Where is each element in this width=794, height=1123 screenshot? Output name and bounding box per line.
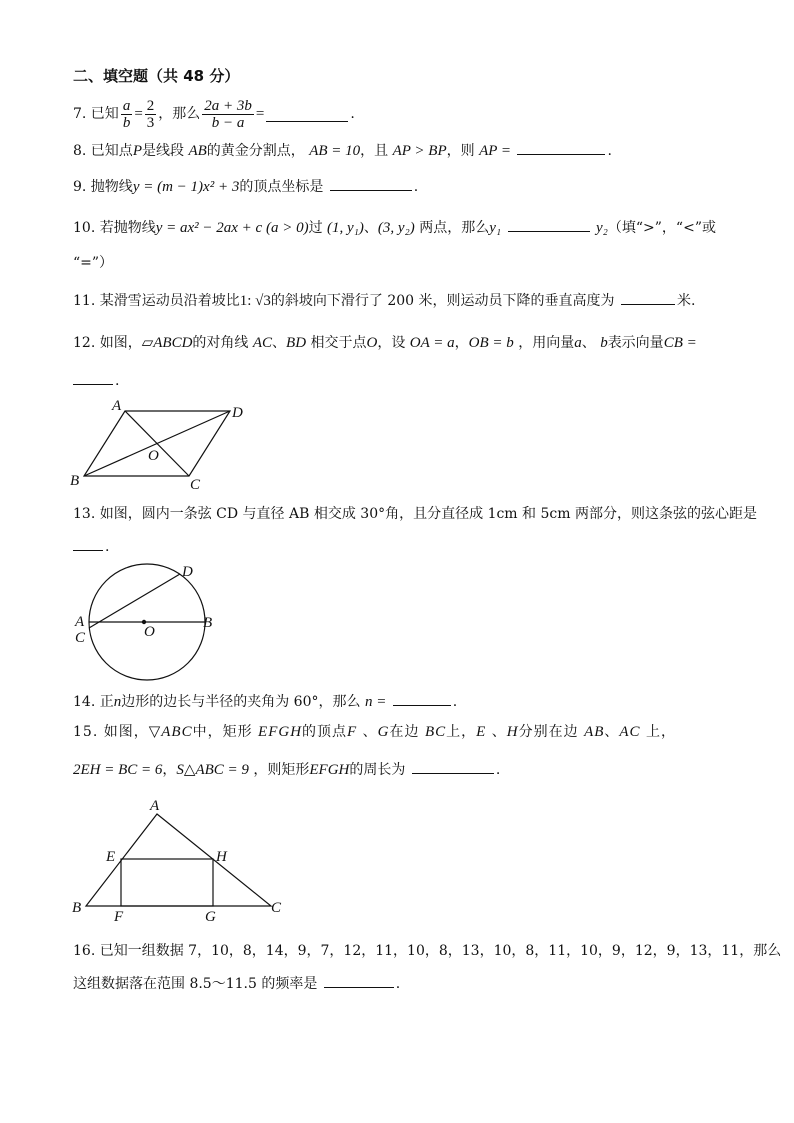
label-b: B [70, 473, 80, 489]
question-13-continuation: . [73, 536, 109, 557]
q7-fraction-a-b: $\frac{a}{b}$ [122, 97, 131, 131]
question-13: 13. 如图，圆内一条弦 CD 与直径 AB 相交成 30°角，且分直径成 1cm 和 5cm 两部分，则这条弦的弦心距是 [73, 506, 757, 522]
q7-fraction-expr: $\frac{2a + 3b}{b - a}$ [204, 97, 252, 131]
label-h: H [216, 849, 227, 865]
label-d: D [182, 564, 193, 580]
question-14: 14. 正n边形的边长与半径的夹角为 60°，那么 n = . [73, 691, 457, 712]
question-8: 8. 已知点P是线段 AB的黄金分割点， AB = 10，且 AP > BP，则 AP = . [73, 140, 612, 161]
label-a: A [112, 398, 122, 414]
label-c: C [75, 630, 86, 646]
diagonal-bd [84, 411, 230, 476]
question-9: 9. 抛物线y = (m − 1)x² + 3的顶点坐标是 . [73, 176, 418, 197]
chord-cd [89, 574, 180, 628]
label-c: C [190, 477, 201, 492]
answer-blank-11[interactable] [621, 290, 675, 305]
answer-blank-9[interactable] [330, 176, 412, 191]
triangle-rectangle-figure [66, 794, 296, 926]
circle-figure [66, 560, 226, 682]
answer-blank-12[interactable] [73, 370, 113, 385]
question-12-continuation: . [73, 370, 119, 391]
question-16: 16. 已知一组数据 7，10，8，14，9，7，12，11，10，8，13，10，8，11，10，9，12，9，13，11，那么 [73, 943, 782, 959]
label-f: F [114, 909, 124, 925]
answer-blank-7[interactable] [266, 107, 348, 122]
label-d: D [232, 405, 243, 421]
question-10: 10. 若抛物线y = ax² − 2ax + c (a > 0)过 (1, y₁)、(3, y₂) 两点，那么y₁ y₂（填“>”，“<”或 [73, 217, 716, 238]
answer-blank-8[interactable] [517, 140, 605, 155]
q7-fraction-2-3: $\frac{2}{3}$ [146, 97, 155, 131]
question-7: 7. 已知 $\frac{a}{b}$ = $\frac{2}{3}$ ，那么 $\frac{2a + 3b}{b - a}$ = . [73, 97, 355, 131]
parallelogram-figure [66, 396, 266, 492]
answer-blank-14[interactable] [393, 691, 451, 706]
rectangle-efgh [121, 859, 213, 906]
label-a: A [150, 798, 160, 814]
label-b: B [203, 615, 213, 631]
label-e: E [106, 849, 116, 865]
question-16-continuation: 这组数据落在范围 8.5～11.5 的频率是 . [73, 973, 400, 994]
question-12: 12. 如图，▱ABCD的对角线 AC、BD 相交于点O，设 OA = a，OB = b ，用向量a、 b表示向量CB = [73, 335, 697, 351]
label-b: B [72, 900, 82, 916]
answer-blank-15[interactable] [412, 759, 494, 774]
q7-prefix: 7. 已知 [73, 106, 119, 122]
answer-blank-10[interactable] [508, 217, 590, 232]
label-c: C [271, 900, 282, 916]
label-g: G [205, 909, 216, 925]
question-10-continuation: “=”） [73, 255, 114, 271]
question-15: 15. 如图，▽ABC中，矩形 EFGH的顶点F 、G在边 BC上，E 、H分别在边 AB、AC 上， [73, 724, 677, 740]
label-o: O [144, 624, 155, 640]
answer-blank-13[interactable] [73, 536, 103, 551]
question-11: 11. 某滑雪运动员沿着坡比1: √3的斜坡向下滑行了 200 米，则运动员下降的垂直高度为 米. [73, 290, 695, 311]
label-o: O [148, 448, 159, 464]
section-title: 二、填空题（共 48 分） [73, 67, 240, 85]
label-a: A [75, 614, 85, 630]
question-15-continuation: 2EH = BC = 6，S△ABC = 9 ，则矩形EFGH的周长为 . [73, 759, 500, 780]
answer-blank-16[interactable] [324, 973, 394, 988]
